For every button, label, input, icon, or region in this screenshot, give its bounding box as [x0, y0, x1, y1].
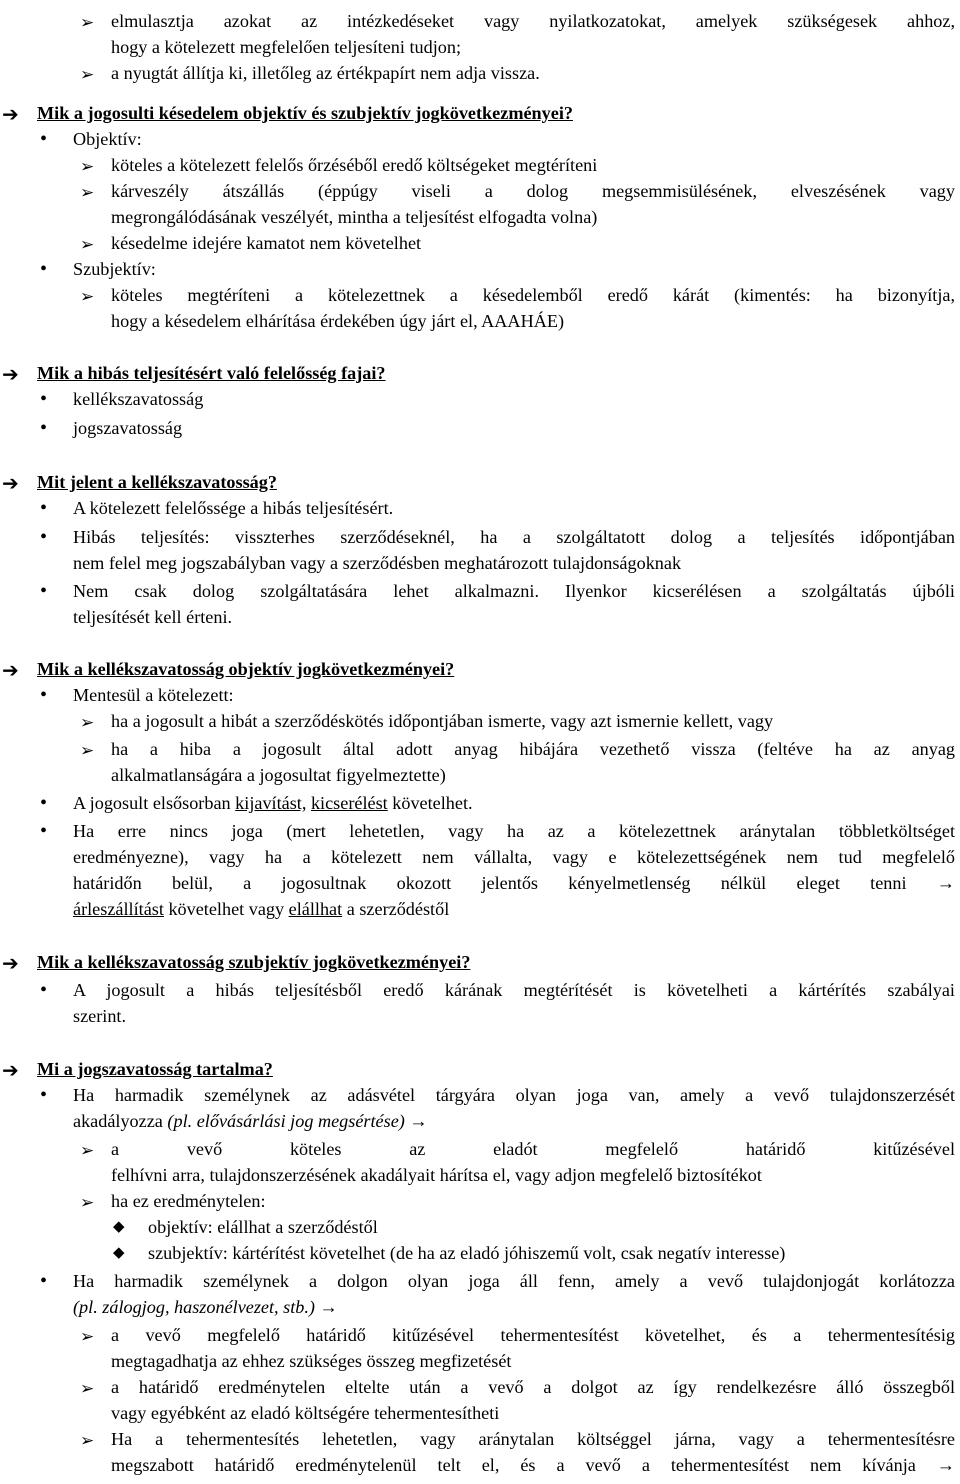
text-line: köteles a kötelezett felelős őrzéséből eredő költségeket megtéríteni [111, 155, 598, 175]
question-heading: Mit jelent a kellékszavatosság? [37, 472, 277, 492]
arrow-bullet-icon: ➢ [80, 183, 95, 202]
arrow-bullet-icon: ➢ [80, 157, 95, 176]
text-line: Ha harmadik személynek a dolgon olyan joga áll fenn, amely a vevő tulajdonjogát korlátozza [73, 1271, 955, 1291]
dot-bullet-icon: • [40, 128, 48, 150]
text-line: kárveszély átszállás (éppúgy viseli a dolog megsemmisülésének, elveszésének vagy [111, 181, 955, 201]
dot-bullet-icon: • [40, 792, 48, 814]
arrow-bullet-icon: ➢ [80, 1193, 95, 1212]
arrow-bullet-icon: ➢ [80, 1327, 95, 1346]
italic-example: (pl. elővásárlási jog megsértése) → [167, 1111, 428, 1131]
text-line: A jogosult elsősorban kijavítást, kicserélést követelhet. [73, 793, 473, 813]
heavy-arrow-icon: ➔ [2, 951, 19, 975]
text-line: jogszavatosság [73, 418, 183, 438]
dot-bullet-icon: • [40, 979, 48, 1001]
text-line: elmulasztja azokat az intézkedéseket vagy nyilatkozatokat, amelyek szükségesek ahhoz, [111, 11, 955, 31]
heavy-arrow-icon: ➔ [2, 471, 19, 495]
text-line: megrongálódásának veszélyét, mintha a teljesítést elfogadta volna) [111, 207, 598, 227]
question-heading: Mik a hibás teljesítésért való felelősség fajai? [37, 363, 386, 383]
diamond-bullet-icon: ◆ [113, 1219, 125, 1235]
text-line: a határidő eredménytelen eltelte után a vevő a dolgot az így rendelkezésre álló összegből [111, 1377, 955, 1397]
arrow-bullet-icon: ➢ [80, 1141, 95, 1160]
arrow-bullet-icon: ➢ [80, 713, 95, 732]
dot-bullet-icon: • [40, 684, 48, 706]
arrow-bullet-icon: ➢ [80, 235, 95, 254]
text-line: késedelme idejére kamatot nem követelhet [111, 233, 422, 253]
text-line: vagy egyébként az eladó költségére tehermentesítheti [111, 1403, 500, 1423]
question-heading: Mik a kellékszavatosság objektív jogkövetkezményei? [37, 659, 455, 679]
text-line: szubjektív: kártérítést követelhet (de ha az eladó jóhiszemű volt, csak negatív interesse) [148, 1243, 786, 1263]
dot-bullet-icon: • [40, 580, 48, 602]
text-line: A jogosult a hibás teljesítésből eredő kárának megtérítését is követelheti a kártérítés szabályai [73, 980, 955, 1000]
underlined-term: kijavítást, [235, 793, 307, 813]
text-line: a nyugtát állítja ki, illetőleg az értékpapírt nem adja vissza. [111, 63, 540, 83]
dot-bullet-icon: • [40, 258, 48, 280]
text-line: nem felel meg jogszabályban vagy a szerződésben meghatározott tulajdonságoknak [73, 553, 682, 573]
underlined-term: árleszállítást [73, 899, 164, 919]
dot-bullet-icon: • [40, 820, 48, 842]
text-line: szerint. [73, 1006, 127, 1026]
underlined-term: elállhat [288, 899, 343, 919]
arrow-bullet-icon: ➢ [80, 741, 95, 760]
italic-example: (pl. zálogjog, haszonélvezet, stb.) → [73, 1297, 338, 1317]
underlined-term: kicserélést [310, 793, 388, 813]
arrow-bullet-icon: ➢ [80, 1431, 95, 1450]
dot-bullet-icon: • [40, 497, 48, 519]
text-line: határidőn belül, a jogosultnak okozott jelentős kényelmetlenség nélkül eleget tenni → [73, 873, 955, 893]
question-heading: Mi a jogszavatosság tartalma? [37, 1059, 273, 1079]
text-line: Nem csak dolog szolgáltatására lehet alkalmazni. Ilyenkor kicserélésen a szolgáltatás újbóli [73, 581, 955, 601]
text-line: Mentesül a kötelezett: [73, 685, 234, 705]
text-line: Ha erre nincs joga (mert lehetetlen, vagy ha az a kötelezettnek aránytalan többletköltséget [73, 821, 955, 841]
arrow-bullet-icon: ➢ [80, 287, 95, 306]
dot-bullet-icon: • [40, 1270, 48, 1292]
text-line: alkalmatlanságára a jogosultat figyelmeztette) [111, 765, 446, 785]
text-line: ha ez eredménytelen: [111, 1191, 266, 1211]
heavy-arrow-icon: ➔ [2, 102, 19, 126]
text-line: árleszállítást követelhet vagy elállhat a szerződéstől [73, 899, 450, 919]
question-heading: Mik a jogosulti késedelem objektív és szubjektív jogkövetkezményei? [37, 103, 573, 123]
text-line: a vevő köteles az eladót megfelelő határidő kitűzésével [111, 1139, 955, 1159]
text-line: A kötelezett felelőssége a hibás teljesítésért. [73, 498, 394, 518]
arrow-bullet-icon: ➢ [80, 1379, 95, 1398]
text-line: ha a jogosult a hibát a szerződéskötés időpontjában ismerte, vagy azt ismernie kellett, vagy [111, 711, 774, 731]
text-line: ha a hiba a jogosult által adott anyag hibájára vezethető vissza (feltéve ha az anyag [111, 739, 955, 759]
dot-bullet-icon: • [40, 388, 48, 410]
diamond-bullet-icon: ◆ [113, 1245, 125, 1261]
text-line: köteles megtéríteni a kötelezettnek a késedelemből eredő kárát (kimentés: ha bizonyítja, [111, 285, 955, 305]
text-line: Ha harmadik személynek az adásvétel tárgyára olyan joga van, amely a vevő tulajdonszerzését [73, 1085, 955, 1105]
text-line: Objektív: [73, 129, 142, 149]
text-line: Szubjektív: [73, 259, 156, 279]
text-line: megszabott határidő eredménytelenül telt el, és a vevő a tehermentesítést nem kívánja → [111, 1455, 955, 1475]
question-heading: Mik a kellékszavatosság szubjektív jogkövetkezményei? [37, 952, 471, 972]
heavy-arrow-icon: ➔ [2, 1058, 19, 1082]
text-line: megtagadhatja az ehhez szükséges összeg megfizetését [111, 1351, 512, 1371]
text-line: teljesítését kell érteni. [73, 607, 233, 627]
text-line: objektív: elállhat a szerződéstől [148, 1217, 378, 1237]
text-line: kellékszavatosság [73, 389, 204, 409]
arrow-bullet-icon: ➢ [80, 65, 95, 84]
text-line: hogy a késedelem elhárítása érdekében úgy járt el, AAAHÁE) [111, 311, 564, 331]
text-line: Hibás teljesítés: visszterhes szerződéseknél, ha a szolgáltatott dolog a teljesítés időpontjában [73, 527, 955, 547]
text-line: eredményezne), vagy ha a kötelezett nem vállalta, vagy e kötelezettségének nem tud megfelelő [73, 847, 955, 867]
dot-bullet-icon: • [40, 1084, 48, 1106]
heavy-arrow-icon: ➔ [2, 362, 19, 386]
dot-bullet-icon: • [40, 417, 48, 439]
heavy-arrow-icon: ➔ [2, 658, 19, 682]
text-line: a vevő megfelelő határidő kitűzésével tehermentesítést követelhet, és a tehermentesítésig [111, 1325, 955, 1345]
text-line: hogy a kötelezett megfelelően teljesíteni tudjon; [111, 37, 461, 57]
text-line: akadályozza (pl. elővásárlási jog megsértése) → [73, 1111, 428, 1131]
text-line: felhívni arra, tulajdonszerzésének akadályait hárítsa el, vagy adjon megfelelő biztosítékot [111, 1165, 762, 1185]
text-line: Ha a tehermentesítés lehetetlen, vagy aránytalan költséggel járna, vagy a tehermentesítésre [111, 1429, 955, 1449]
arrow-bullet-icon: ➢ [80, 13, 95, 32]
dot-bullet-icon: • [40, 526, 48, 548]
